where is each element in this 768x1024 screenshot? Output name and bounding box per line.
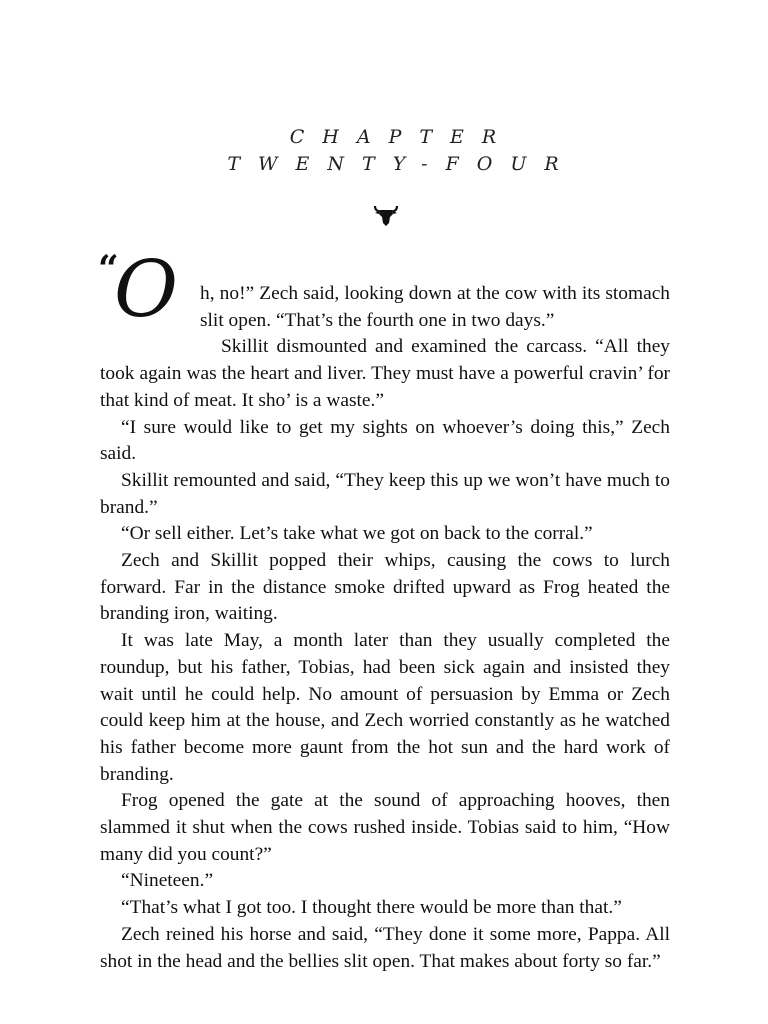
paragraph: “That’s what I got too. I thought there would be more than that.” <box>121 897 622 919</box>
paragraph: Zech and Skillit popped their whips, causing the cows to lurch forward. Far in the distance smoke drifted upward as Frog heated the branding iron, waiting. <box>100 550 670 625</box>
paragraph-text: h, no!” Zech said, looking down at the cow with its stomach slit open. “That’s the fourth one in two days.” <box>200 283 670 331</box>
drop-cap-quote: “ <box>98 248 119 290</box>
paragraph: Frog opened the gate at the sound of approaching hooves, then slammed it shut when the cows rushed inside. Tobias said to him, “How many did you count?” <box>100 790 670 865</box>
paragraph: Skillit remounted and said, “They keep this up we won’t have much to brand.” <box>100 469 670 518</box>
paragraph: “Nineteen.” <box>121 870 214 892</box>
paragraph: “I sure would like to get my sights on whoever’s doing this,” Zech said. <box>100 416 670 465</box>
drop-cap-letter: O <box>114 245 178 335</box>
chapter-number: TWENTY-FOUR <box>227 153 577 175</box>
bull-head-icon <box>373 203 399 227</box>
drop-cap <box>98 245 200 337</box>
paragraph: Zech reined his horse and said, “They done it some more, Pappa. All shot in the head and the bellies slit open. That makes about forty so far.” <box>100 923 670 972</box>
paragraph: “Or sell either. Let’s take what we got on back to the corral.” <box>121 523 593 545</box>
chapter-body <box>98 245 670 975</box>
paragraph-opening <box>98 245 670 335</box>
chapter-label: CHAPTER <box>289 126 515 148</box>
paragraph: It was late May, a month later than they usually completed the roundup, but his father, Tobias, had been sick again and insisted they wait until he could help. No amount of persuasion by Emma or Zech could keep him at the house, and Zech worried constantly as he watched his father become more gaunt from the hot sun and the hard work of branding. <box>100 630 670 785</box>
paragraph: Skillit dismounted and examined the carcass. “All they took again was the heart and liver. They must have a powerful cravin’ for that kind of meat. It sho’ is a waste.” <box>100 336 670 411</box>
